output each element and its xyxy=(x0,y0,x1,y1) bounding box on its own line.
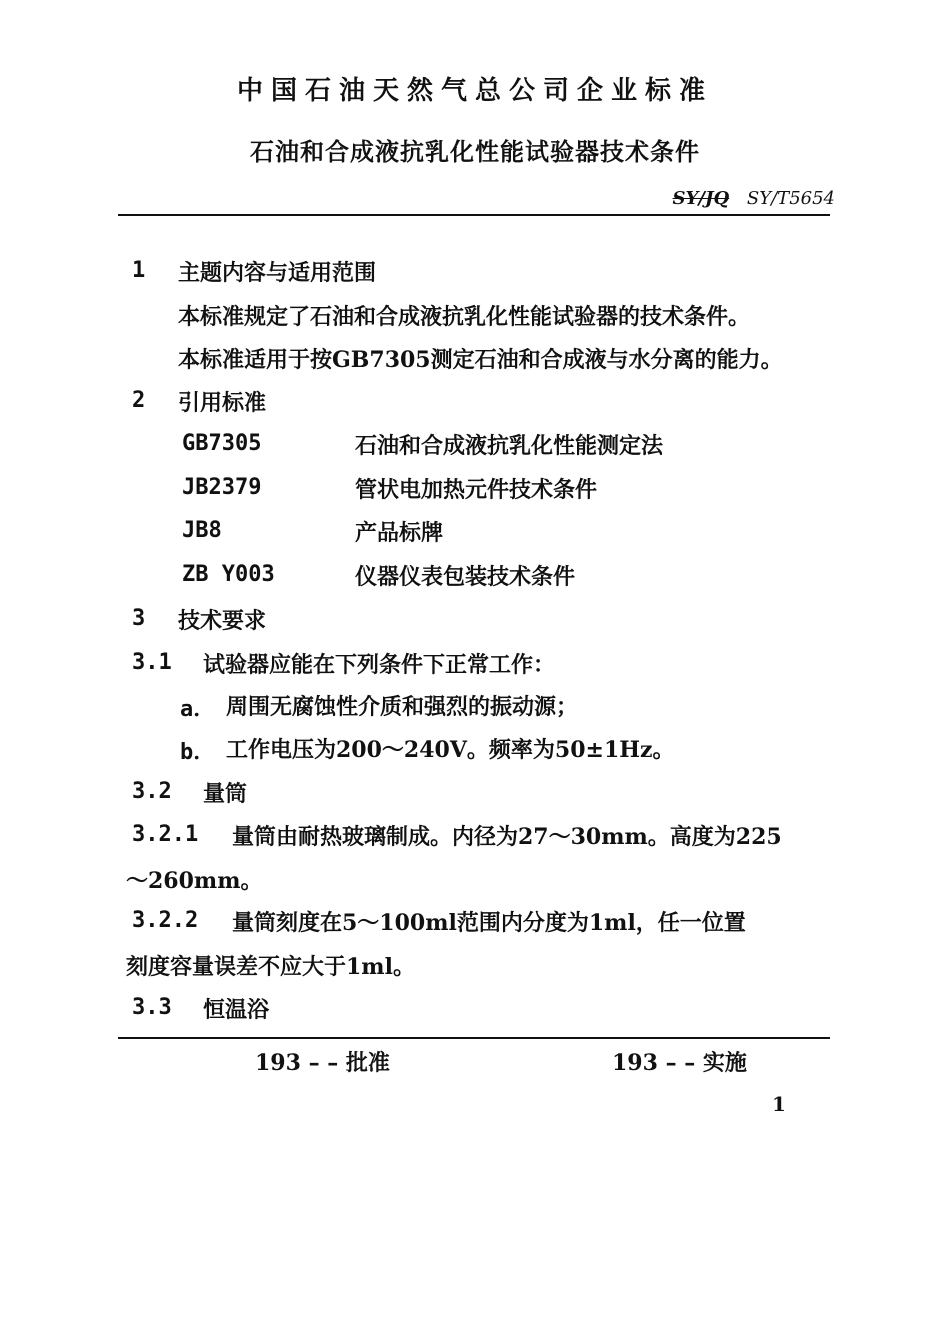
clause-3-1-number: 3.1 xyxy=(132,650,172,675)
clause-3-2-number: 3.2 xyxy=(132,779,172,804)
item-a-label: a． xyxy=(180,697,216,722)
reference-title: 石油和合成液抗乳化性能测定法 xyxy=(355,433,664,459)
clause-3-3-number: 3.3 xyxy=(132,995,172,1020)
document-title: 石油和合成液抗乳化性能试验器技术条件 xyxy=(250,137,700,166)
clause-3-2-2-continuation: 刻度容量误差不应大于1ml。 xyxy=(126,954,415,980)
section-2-heading: 引用标准 xyxy=(178,390,267,416)
reference-code: ZB Y003 xyxy=(182,562,275,587)
reference-title: 仪器仪表包装技术条件 xyxy=(355,564,576,590)
organization-title: 中国石油天然气总公司企业标准 xyxy=(236,76,713,106)
reference-title: 产品标牌 xyxy=(355,520,444,546)
item-b-label: b． xyxy=(180,740,216,765)
clause-3-2-heading: 量筒 xyxy=(203,781,248,807)
clause-3-2-2-text: 量筒刻度在5～100ml范围内分度为1ml，任一位置 xyxy=(232,910,746,936)
item-a-text: 周围无腐蚀性介质和强烈的振动源； xyxy=(226,694,579,720)
clause-3-2-1-text: 量筒由耐热玻璃制成。内径为27～30mm。高度为225 xyxy=(232,824,782,850)
clause-3-2-2-number: 3.2.2 xyxy=(132,908,199,933)
standard-number xyxy=(673,188,835,209)
page-number: 1 xyxy=(772,1092,786,1116)
item-b-text: 工作电压为200～240V。频率为50±1Hz。 xyxy=(226,737,675,763)
section-1-number: 1 xyxy=(132,258,146,283)
header-rule xyxy=(118,214,830,216)
reference-code: JB2379 xyxy=(182,475,262,500)
approval-date: 193 – – 批准 xyxy=(255,1050,390,1076)
new-standard-number: SY/T5654 xyxy=(746,188,835,209)
section-3-heading: 技术要求 xyxy=(178,608,267,634)
reference-code: JB8 xyxy=(182,518,222,543)
footer-rule xyxy=(118,1037,830,1039)
section-1-heading: 主题内容与适用范围 xyxy=(178,260,377,286)
reference-code: GB7305 xyxy=(182,431,262,456)
implementation-date: 193 – – 实施 xyxy=(612,1050,747,1076)
scope-paragraph-1: 本标准规定了石油和合成液抗乳化性能试验器的技术条件。 xyxy=(178,304,751,330)
old-standard-number: SY/JQ xyxy=(672,188,730,209)
section-3-number: 3 xyxy=(132,606,146,631)
scope-paragraph-2: 本标准适用于按GB7305测定石油和合成液与水分离的能力。 xyxy=(178,347,783,373)
clause-3-2-1-number: 3.2.1 xyxy=(132,822,199,847)
clause-3-3-heading: 恒温浴 xyxy=(203,997,270,1023)
section-2-number: 2 xyxy=(132,388,146,413)
clause-3-1-text: 试验器应能在下列条件下正常工作： xyxy=(203,652,556,678)
clause-3-2-1-continuation: ～260mm。 xyxy=(126,868,263,894)
reference-title: 管状电加热元件技术条件 xyxy=(355,477,598,503)
